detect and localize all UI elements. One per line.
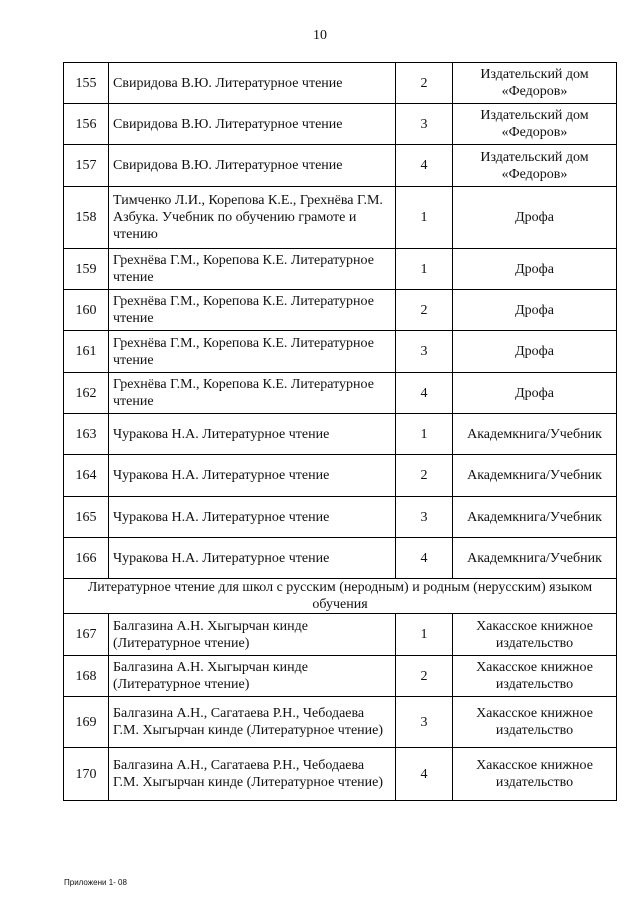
book-title: Балгазина А.Н., Сагатаева Р.Н., Чебодаева Г.М. Хыгырчан кинде (Литературное чтение) [109, 697, 396, 748]
grade-level: 1 [396, 414, 453, 455]
grade-level: 4 [396, 538, 453, 579]
book-title: Балгазина А.Н., Сагатаева Р.Н., Чебодаева Г.М. Хыгырчан кинде (Литературное чтение) [109, 748, 396, 801]
grade-level: 3 [396, 104, 453, 145]
publisher: Дрофа [453, 187, 617, 249]
section-row-group [64, 579, 617, 614]
book-title: Грехнёва Г.М., Корепова К.Е. Литературное чтение [109, 373, 396, 414]
publisher: Дрофа [453, 373, 617, 414]
book-title: Свиридова В.Ю. Литературное чтение [109, 63, 396, 104]
publisher: Академкнига/Учебник [453, 497, 617, 538]
row-number: 160 [64, 290, 109, 331]
grade-level: 1 [396, 249, 453, 290]
row-number: 157 [64, 145, 109, 187]
publisher: Дрофа [453, 249, 617, 290]
row-number: 161 [64, 331, 109, 373]
book-title: Грехнёва Г.М., Корепова К.Е. Литературное чтение [109, 290, 396, 331]
publisher: Хакасское книжное издательство [453, 656, 617, 697]
publisher: Издательский дом «Федоров» [453, 145, 617, 187]
row-number: 170 [64, 748, 109, 801]
grade-level: 4 [396, 145, 453, 187]
book-title: Чуракова Н.А. Литературное чтение [109, 497, 396, 538]
publisher: Хакасское книжное издательство [453, 748, 617, 801]
row-number: 166 [64, 538, 109, 579]
publisher: Академкнига/Учебник [453, 538, 617, 579]
book-title: Чуракова Н.А. Литературное чтение [109, 414, 396, 455]
table-row [64, 290, 617, 331]
row-number: 156 [64, 104, 109, 145]
section-heading: Литературное чтение для школ с русским (неродным) и родным (нерусским) языком обучения [64, 579, 617, 614]
table-row [64, 748, 617, 801]
table-row [64, 656, 617, 697]
grade-level: 3 [396, 331, 453, 373]
table-row [64, 538, 617, 579]
book-title: Грехнёва Г.М., Корепова К.Е. Литературное чтение [109, 331, 396, 373]
row-number: 168 [64, 656, 109, 697]
row-number: 164 [64, 455, 109, 497]
table-row [64, 373, 617, 414]
grade-level: 2 [396, 290, 453, 331]
grade-level: 4 [396, 373, 453, 414]
publisher: Издательский дом «Федоров» [453, 63, 617, 104]
publisher: Дрофа [453, 331, 617, 373]
table-row [64, 104, 617, 145]
book-title: Свиридова В.Ю. Литературное чтение [109, 104, 396, 145]
grade-level: 2 [396, 455, 453, 497]
row-number: 163 [64, 414, 109, 455]
table-row [64, 614, 617, 656]
publisher: Издательский дом «Федоров» [453, 104, 617, 145]
row-number: 159 [64, 249, 109, 290]
table-body-native-language [64, 614, 617, 801]
book-title: Свиридова В.Ю. Литературное чтение [109, 145, 396, 187]
page-number: 10 [313, 28, 327, 43]
grade-level: 3 [396, 497, 453, 538]
publisher: Хакасское книжное издательство [453, 697, 617, 748]
publisher: Хакасское книжное издательство [453, 614, 617, 656]
row-number: 169 [64, 697, 109, 748]
book-title: Чуракова Н.А. Литературное чтение [109, 538, 396, 579]
book-title: Чуракова Н.А. Литературное чтение [109, 455, 396, 497]
table-row [64, 697, 617, 748]
table-row [64, 249, 617, 290]
section-heading-row [64, 579, 617, 614]
row-number: 155 [64, 63, 109, 104]
table-row [64, 497, 617, 538]
table-row [64, 331, 617, 373]
grade-level: 1 [396, 614, 453, 656]
publisher: Академкнига/Учебник [453, 414, 617, 455]
grade-level: 3 [396, 697, 453, 748]
table-row [64, 187, 617, 249]
row-number: 165 [64, 497, 109, 538]
grade-level: 1 [396, 187, 453, 249]
textbook-table [63, 62, 617, 801]
row-number: 158 [64, 187, 109, 249]
publisher: Академкнига/Учебник [453, 455, 617, 497]
book-title: Балгазина А.Н. Хыгырчан кинде (Литературное чтение) [109, 656, 396, 697]
book-title: Тимченко Л.И., Корепова К.Е., Грехнёва Г.М. Азбука. Учебник по обучению грамоте и чтению [109, 187, 396, 249]
table-row [64, 455, 617, 497]
table-row [64, 63, 617, 104]
publisher: Дрофа [453, 290, 617, 331]
grade-level: 2 [396, 63, 453, 104]
grade-level: 2 [396, 656, 453, 697]
table-row [64, 414, 617, 455]
table-body-primary [64, 63, 617, 579]
row-number: 162 [64, 373, 109, 414]
book-title: Балгазина А.Н. Хыгырчан кинде (Литературное чтение) [109, 614, 396, 656]
table-row [64, 145, 617, 187]
footer-note: Приложени 1- 08 [64, 878, 127, 887]
grade-level: 4 [396, 748, 453, 801]
row-number: 167 [64, 614, 109, 656]
book-title: Грехнёва Г.М., Корепова К.Е. Литературное чтение [109, 249, 396, 290]
